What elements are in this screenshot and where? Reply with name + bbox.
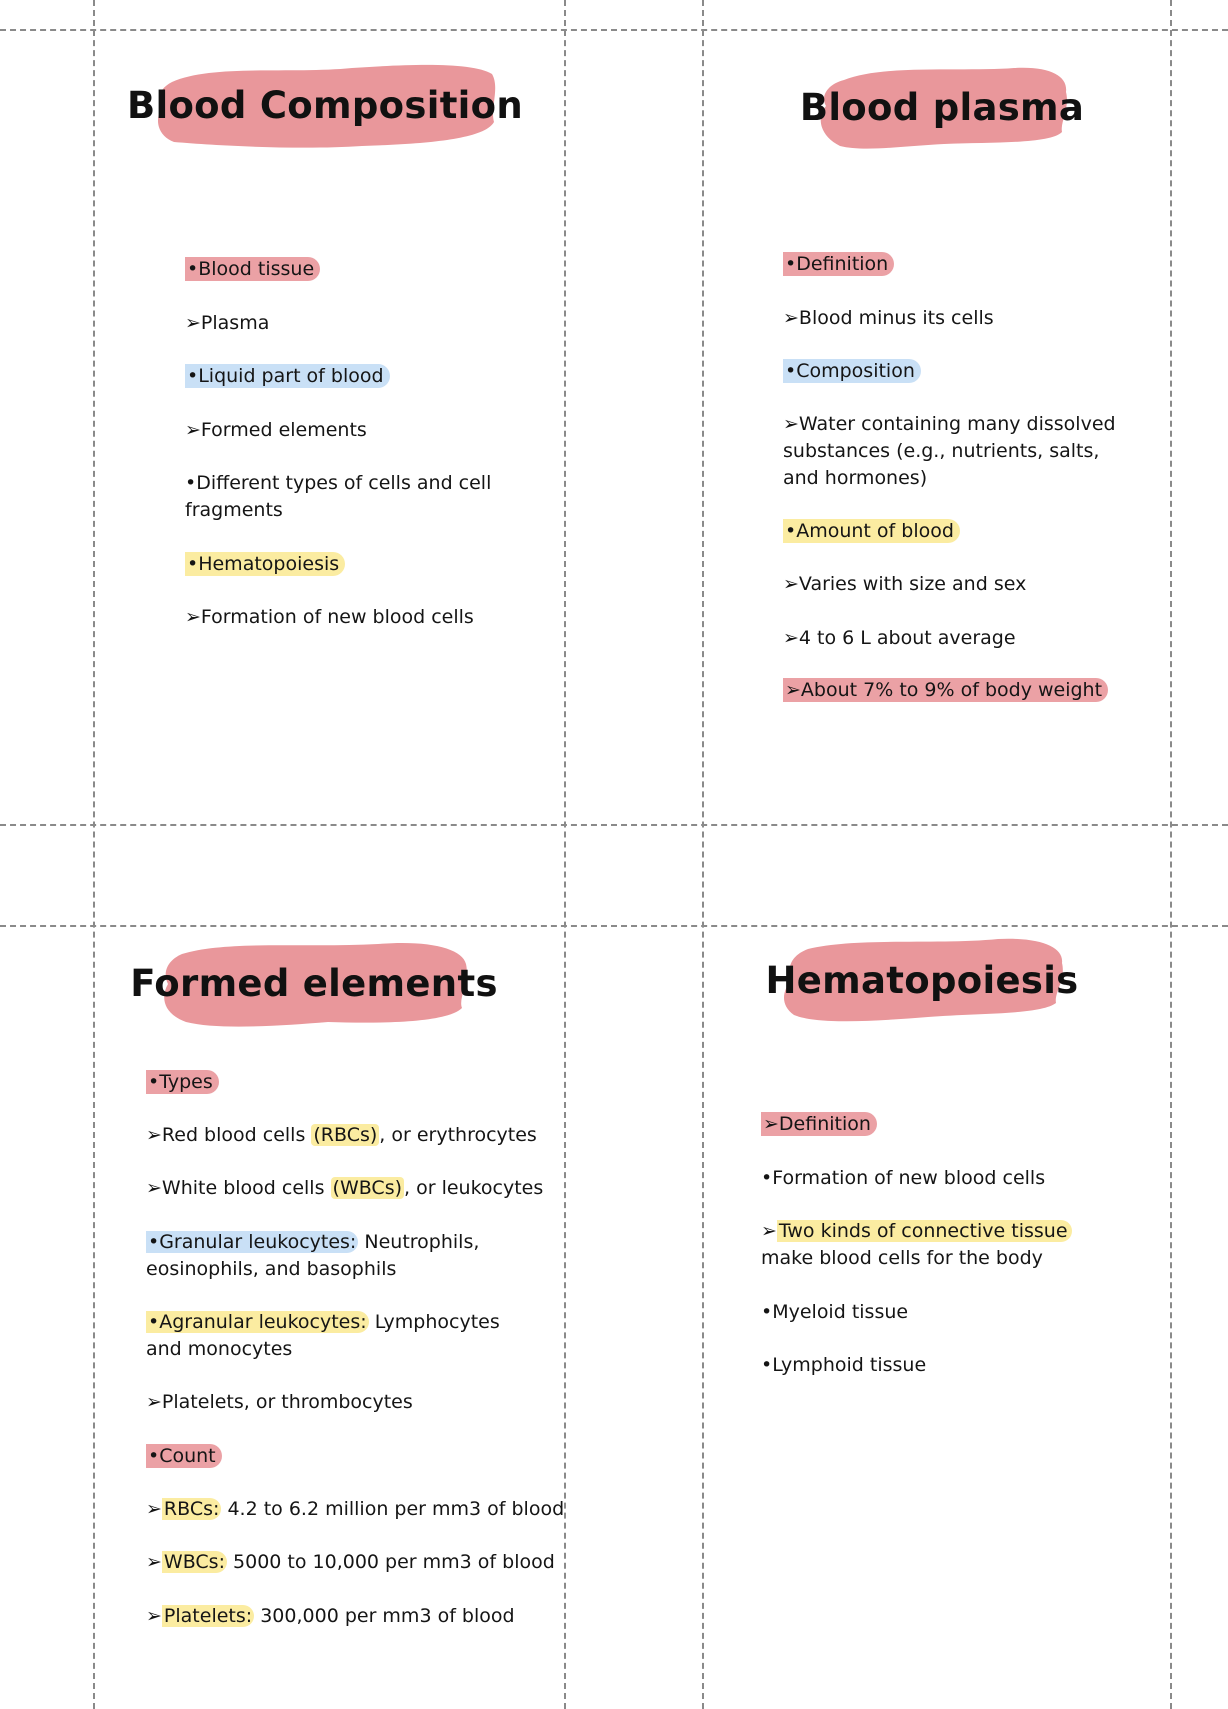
list-item xyxy=(146,1229,526,1283)
list-item xyxy=(761,1111,877,1138)
item-text: ➢Red blood cells xyxy=(146,1124,312,1146)
highlight-yellow: (RBCs) xyxy=(313,1124,378,1146)
highlight-pink: •Blood tissue xyxy=(185,257,320,281)
item-text: ➢ xyxy=(146,1605,162,1627)
highlight-yellow: WBCs: xyxy=(163,1551,225,1573)
cut-guide-vertical xyxy=(702,0,704,1709)
item-text: 5000 to 10,000 per mm3 of blood xyxy=(226,1551,555,1573)
list-item: ➢Plasma xyxy=(185,312,270,334)
list-item xyxy=(146,1122,537,1149)
highlight-yellow: Two kinds of connective tissue xyxy=(777,1220,1072,1242)
list-item xyxy=(146,1309,536,1363)
cut-guide-horizontal xyxy=(0,824,1228,826)
list-item: ➢Platelets, or thrombocytes xyxy=(146,1391,413,1413)
list-item xyxy=(783,251,894,278)
highlight-blue: •Composition xyxy=(783,359,921,383)
card-title-banner xyxy=(130,938,498,1028)
card-title: Formed elements xyxy=(130,961,498,1005)
list-item xyxy=(783,518,960,545)
card-title: Hematopoiesis xyxy=(765,958,1079,1002)
card-title: Blood Composition xyxy=(126,83,524,127)
item-text: ➢White blood cells xyxy=(146,1177,331,1199)
highlight-yellow: RBCs: xyxy=(163,1498,220,1520)
item-text: Neutrophils, eosinophils, and basophils xyxy=(146,1231,480,1280)
highlight-pink: •Definition xyxy=(783,252,894,276)
highlight-yellow: (WBCs) xyxy=(332,1177,403,1199)
list-item xyxy=(185,551,345,578)
list-item: •Lymphoid tissue xyxy=(761,1354,927,1376)
card-title: Blood plasma xyxy=(799,85,1085,129)
list-item xyxy=(783,358,921,385)
item-text: ➢ xyxy=(146,1551,162,1573)
highlight-yellow: Platelets: xyxy=(163,1605,253,1627)
cut-guide-vertical xyxy=(1170,0,1172,1709)
highlight-pink: ➢Definition xyxy=(761,1112,877,1136)
highlight-pink: ➢About 7% to 9% of body weight xyxy=(783,678,1108,702)
highlight-pink: •Count xyxy=(146,1444,222,1468)
list-item: ➢Water containing many dissolved substances (e.g., nutrients, salts, and hormones) xyxy=(783,413,1116,489)
list-item xyxy=(185,256,320,283)
list-item: ➢Blood minus its cells xyxy=(783,307,994,329)
item-text: Lymphocytes and monocytes xyxy=(146,1311,500,1360)
list-item xyxy=(185,363,390,390)
highlight-blue: •Liquid part of blood xyxy=(185,364,390,388)
list-item xyxy=(146,1549,555,1576)
card-title-banner xyxy=(799,62,1085,152)
list-item: ➢Formation of new blood cells xyxy=(185,606,474,628)
list-item xyxy=(146,1496,564,1523)
list-item: ➢Formed elements xyxy=(185,419,367,441)
cut-guide-vertical xyxy=(564,0,566,1709)
list-item xyxy=(761,1218,1081,1272)
item-text: 4.2 to 6.2 million per mm3 of blood xyxy=(221,1498,565,1520)
item-text: , or leukocytes xyxy=(404,1177,544,1199)
list-item: •Myeloid tissue xyxy=(761,1301,909,1323)
highlight-yellow: •Amount of blood xyxy=(783,519,960,543)
list-item xyxy=(146,1443,222,1470)
list-item: •Formation of new blood cells xyxy=(761,1167,1046,1189)
list-item xyxy=(783,677,1108,704)
list-item: ➢Varies with size and sex xyxy=(783,573,1027,595)
list-item: ➢4 to 6 L about average xyxy=(783,627,1016,649)
item-text: , or erythrocytes xyxy=(379,1124,537,1146)
cut-guide-vertical xyxy=(93,0,95,1709)
highlight-yellow: •Agranular leukocytes: xyxy=(148,1311,367,1333)
list-item: •Different types of cells and cell fragments xyxy=(185,472,492,521)
highlight-yellow: •Hematopoiesis xyxy=(185,552,345,576)
item-text: ➢ xyxy=(146,1498,162,1520)
card-title-banner xyxy=(765,935,1079,1025)
list-item xyxy=(146,1603,515,1630)
cut-guide-horizontal xyxy=(0,29,1228,31)
item-text: 300,000 per mm3 of blood xyxy=(254,1605,515,1627)
highlight-pink: •Types xyxy=(146,1070,219,1094)
cut-guide-horizontal xyxy=(0,925,1228,927)
list-item xyxy=(146,1175,543,1202)
item-text: make blood cells for the body xyxy=(761,1247,1043,1269)
highlight-blue: •Granular leukocytes: xyxy=(148,1231,357,1253)
item-text: ➢ xyxy=(761,1220,777,1242)
card-title-banner xyxy=(126,60,524,150)
list-item xyxy=(146,1069,219,1096)
